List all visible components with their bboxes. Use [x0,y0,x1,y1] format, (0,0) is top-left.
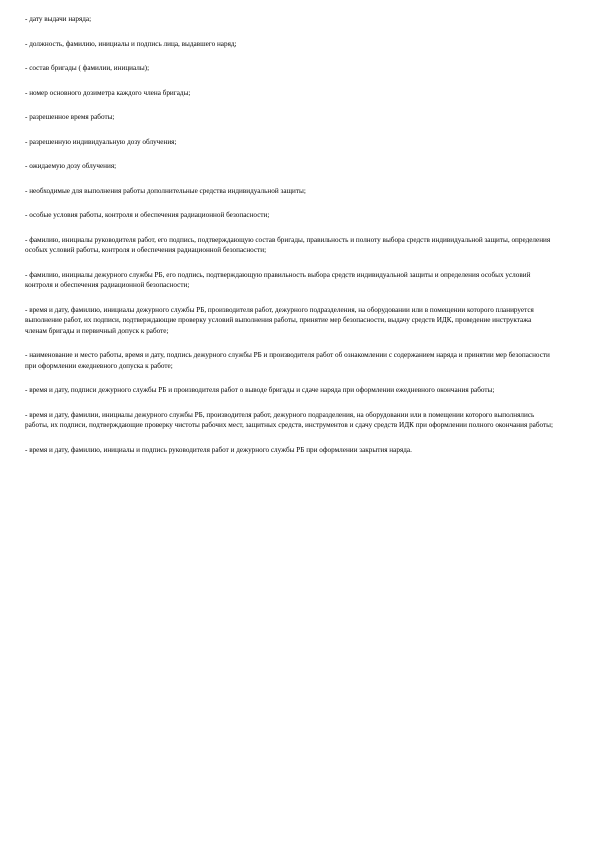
list-item: - особые условия работы, контроля и обеспечения радиационной безопасности; [25,211,270,219]
document-page [25,14,555,469]
list-item: - фамилию, инициалы дежурного службы РБ, его подпись, подтверждающую правильность выбора средств индивидуальной защиты и определения особых условий контроля и обеспечения радиационной безопасности; [25,270,531,289]
list-item: - время и дату, фамилии, инициалы дежурного службы РБ, производителя работ, дежурного подразделения, на оборудовании или в помещении которого выполнялись работы, их подписи, подтверждающие проверку чистоты рабочих мест, защитных средств, инструментов и сдачу средств ИДК при оформлении полного окончания работы; [25,410,553,429]
list-item: - разрешенное время работы; [25,113,115,121]
list-item: - должность, фамилию, инициалы и подпись лица, выдавшего наряд; [25,39,237,48]
list-item: - время и дату, подписи дежурного службы РБ и производителя работ о выводе бригады и сдаче наряда при оформлении ежедневного окончания работы; [25,386,495,394]
list-item: - фамилию, инициалы руководителя работ, его подпись, подтверждающую состав бригады, правильность и полноту выбора средств индивидуальной защиты, определения особых условий работы, контроля и обеспечения радиационной безопасности; [25,235,551,254]
list-item: - время и дату, фамилию, инициалы дежурного службы РБ, производителя работ, дежурного подразделения, на оборудовании или в помещении которого планируется выполнение работ, их подписи, подтверждающие проверку условий выполнения работы, принятие мер безопасности, выдачу средств ИДК, проведение инструктажа членам бригады и первичный допуск к работе; [25,305,534,335]
list-item: - состав бригады ( фамилии, инициалы); [25,64,150,72]
list-item: - дату выдачи наряда; [25,15,92,23]
list-item: - ожидаемую дозу облучения; [25,162,117,170]
list-item: - номер основного дозиметра каждого члена бригады; [25,88,191,97]
list-item: - необходимые для выполнения работы дополнительные средства индивидуальной защиты; [25,186,306,195]
list-item: - разрешенную индивидуальную дозу облучения; [25,137,177,146]
list-item: - наименование и место работы, время и дату, подпись дежурного службы РБ и производителя работ об ознакомлении с содержанием наряда и принятии мер безопасности при оформлении ежедневного допуска к работе; [25,351,550,370]
list-item: - время и дату, фамилию, инициалы и подпись руководителя работ и дежурного службы РБ при оформлении закрытия наряда. [25,445,412,454]
